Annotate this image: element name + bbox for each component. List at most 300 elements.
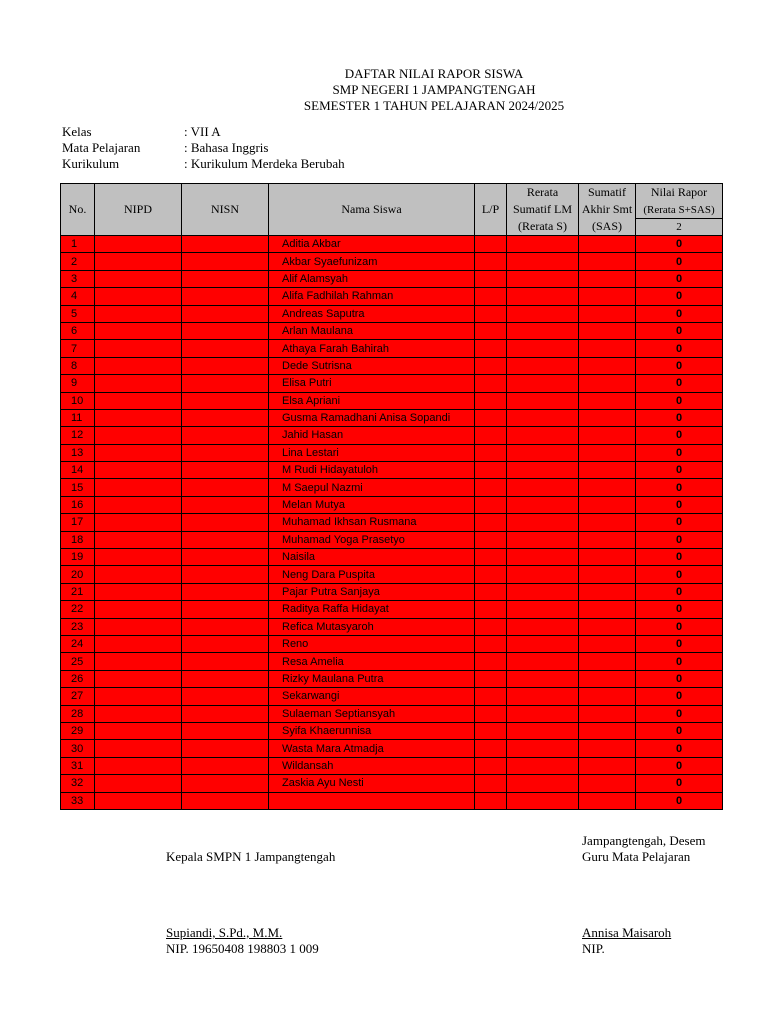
kelas-label: Kelas — [62, 124, 92, 139]
cell-rerata — [507, 479, 579, 496]
table-row — [61, 514, 723, 531]
cell-rerata — [507, 688, 579, 705]
guru-title: Guru Mata Pelajaran — [582, 849, 691, 864]
table-row — [61, 305, 723, 322]
cell-lp — [475, 236, 507, 253]
cell-sas — [579, 601, 636, 618]
cell-nilai-rapor: 0 — [636, 253, 723, 270]
table-row — [61, 618, 723, 635]
cell-nipd — [95, 322, 182, 339]
info-row-kurikulum — [62, 156, 345, 172]
cell-lp — [475, 601, 507, 618]
cell-nipd — [95, 375, 182, 392]
cell-nipd — [95, 444, 182, 461]
cell-nipd — [95, 635, 182, 652]
header-lp: L/P — [475, 184, 507, 236]
cell-rerata — [507, 253, 579, 270]
cell-rerata — [507, 549, 579, 566]
cell-nipd — [95, 792, 182, 809]
table-row — [61, 549, 723, 566]
cell-nama: Aditia Akbar — [269, 236, 475, 253]
kelas-value: : VII A — [184, 124, 221, 139]
cell-sas — [579, 653, 636, 670]
cell-lp — [475, 375, 507, 392]
cell-nisn — [182, 375, 269, 392]
cell-nipd — [95, 775, 182, 792]
header-sas-line1: Sumatif — [588, 185, 626, 199]
cell-lp — [475, 583, 507, 600]
cell-nama: Melan Mutya — [269, 496, 475, 513]
header-rapor: Nilai Rapor — [636, 184, 723, 202]
cell-rerata — [507, 375, 579, 392]
cell-nipd — [95, 253, 182, 270]
cell-nipd — [95, 757, 182, 774]
cell-no: 26 — [61, 670, 95, 687]
cell-nama: Muhamad Yoga Prasetyo — [269, 531, 475, 548]
title-line-3: SEMESTER 1 TAHUN PELAJARAN 2024/2025 — [303, 98, 565, 113]
cell-sas — [579, 392, 636, 409]
cell-lp — [475, 635, 507, 652]
cell-nisn — [182, 236, 269, 253]
cell-nisn — [182, 722, 269, 739]
cell-nama: Sekarwangi — [269, 688, 475, 705]
cell-sas — [579, 444, 636, 461]
cell-no: 5 — [61, 305, 95, 322]
cell-lp — [475, 670, 507, 687]
cell-rerata — [507, 566, 579, 583]
cell-rerata — [507, 305, 579, 322]
cell-lp — [475, 688, 507, 705]
cell-sas — [579, 288, 636, 305]
cell-nilai-rapor: 0 — [636, 270, 723, 287]
cell-nama: Arlan Maulana — [269, 322, 475, 339]
cell-nama: Neng Dara Puspita — [269, 566, 475, 583]
table-row — [61, 375, 723, 392]
cell-no: 14 — [61, 462, 95, 479]
cell-nipd — [95, 531, 182, 548]
cell-nisn — [182, 340, 269, 357]
cell-lp — [475, 653, 507, 670]
cell-rerata — [507, 775, 579, 792]
cell-nipd — [95, 688, 182, 705]
cell-nilai-rapor: 0 — [636, 375, 723, 392]
cell-sas — [579, 566, 636, 583]
table-row — [61, 409, 723, 426]
cell-no: 15 — [61, 479, 95, 496]
cell-sas — [579, 427, 636, 444]
header-rerata-line1: Rerata — [526, 185, 559, 199]
cell-nilai-rapor: 0 — [636, 583, 723, 600]
table-row — [61, 688, 723, 705]
table-row — [61, 357, 723, 374]
cell-nama: M Saepul Nazmi — [269, 479, 475, 496]
cell-nipd — [95, 514, 182, 531]
cell-nilai-rapor: 0 — [636, 688, 723, 705]
cell-nisn — [182, 531, 269, 548]
cell-nisn — [182, 549, 269, 566]
cell-rerata — [507, 322, 579, 339]
cell-nilai-rapor: 0 — [636, 705, 723, 722]
header-nipd: NIPD — [95, 184, 182, 236]
cell-nipd — [95, 305, 182, 322]
cell-lp — [475, 549, 507, 566]
cell-lp — [475, 462, 507, 479]
cell-sas — [579, 409, 636, 426]
table-row — [61, 566, 723, 583]
guru-nip: NIP. — [582, 941, 605, 956]
cell-lp — [475, 775, 507, 792]
cell-nipd — [95, 618, 182, 635]
cell-nisn — [182, 427, 269, 444]
cell-no: 4 — [61, 288, 95, 305]
cell-rerata — [507, 462, 579, 479]
cell-nilai-rapor: 0 — [636, 392, 723, 409]
table-row — [61, 583, 723, 600]
cell-nipd — [95, 653, 182, 670]
cell-nipd — [95, 705, 182, 722]
cell-no: 21 — [61, 583, 95, 600]
cell-nisn — [182, 288, 269, 305]
cell-no: 18 — [61, 531, 95, 548]
header-sas-line2: Akhir Smt — [581, 202, 633, 216]
table-row — [61, 531, 723, 548]
cell-rerata — [507, 236, 579, 253]
mapel-value: : Bahasa Inggris — [184, 140, 269, 155]
cell-nisn — [182, 270, 269, 287]
cell-rerata — [507, 670, 579, 687]
cell-nipd — [95, 583, 182, 600]
cell-lp — [475, 722, 507, 739]
cell-lp — [475, 705, 507, 722]
cell-no: 19 — [61, 549, 95, 566]
cell-rerata — [507, 653, 579, 670]
cell-nisn — [182, 740, 269, 757]
cell-nama: Andreas Saputra — [269, 305, 475, 322]
cell-sas — [579, 670, 636, 687]
cell-no: 8 — [61, 357, 95, 374]
cell-nisn — [182, 479, 269, 496]
header-nisn: NISN — [182, 184, 269, 236]
cell-nipd — [95, 462, 182, 479]
table-row — [61, 392, 723, 409]
cell-nilai-rapor: 0 — [636, 740, 723, 757]
header-rerata-line2: Sumatif LM — [513, 202, 572, 216]
cell-rerata — [507, 792, 579, 809]
cell-sas — [579, 322, 636, 339]
cell-lp — [475, 340, 507, 357]
cell-nipd — [95, 409, 182, 426]
cell-nipd — [95, 357, 182, 374]
cell-nisn — [182, 496, 269, 513]
cell-lp — [475, 427, 507, 444]
cell-rerata — [507, 357, 579, 374]
cell-nama: Resa Amelia — [269, 653, 475, 670]
cell-nisn — [182, 601, 269, 618]
cell-no: 2 — [61, 253, 95, 270]
table-row — [61, 427, 723, 444]
cell-rerata — [507, 409, 579, 426]
cell-lp — [475, 496, 507, 513]
cell-nisn — [182, 583, 269, 600]
table-row — [61, 236, 723, 253]
cell-nipd — [95, 270, 182, 287]
cell-no: 9 — [61, 375, 95, 392]
cell-sas — [579, 583, 636, 600]
cell-lp — [475, 409, 507, 426]
kepala-nip: NIP. 19650408 198803 1 009 — [166, 941, 319, 956]
cell-no: 30 — [61, 740, 95, 757]
info-block — [62, 124, 345, 172]
cell-nama: Raditya Raffa Hidayat — [269, 601, 475, 618]
cell-nilai-rapor: 0 — [636, 549, 723, 566]
cell-sas — [579, 705, 636, 722]
cell-sas — [579, 340, 636, 357]
cell-nama: Reno — [269, 635, 475, 652]
info-row-mapel — [62, 140, 345, 156]
cell-no: 17 — [61, 514, 95, 531]
cell-nilai-rapor: 0 — [636, 288, 723, 305]
cell-nama: Wasta Mara Atmadja — [269, 740, 475, 757]
cell-nilai-rapor: 0 — [636, 514, 723, 531]
mapel-label: Mata Pelajaran — [62, 140, 141, 155]
cell-nilai-rapor: 0 — [636, 792, 723, 809]
header-rerata — [507, 184, 579, 236]
cell-nisn — [182, 514, 269, 531]
cell-nipd — [95, 601, 182, 618]
cell-nilai-rapor: 0 — [636, 427, 723, 444]
cell-nilai-rapor: 0 — [636, 322, 723, 339]
cell-nilai-rapor: 0 — [636, 670, 723, 687]
cell-lp — [475, 392, 507, 409]
cell-nipd — [95, 340, 182, 357]
cell-nipd — [95, 392, 182, 409]
cell-no: 1 — [61, 236, 95, 253]
cell-nama: Pajar Putra Sanjaya — [269, 583, 475, 600]
table-row — [61, 479, 723, 496]
cell-nama: Sulaeman Septiansyah — [269, 705, 475, 722]
cell-rerata — [507, 635, 579, 652]
cell-lp — [475, 253, 507, 270]
cell-rerata — [507, 722, 579, 739]
cell-nipd — [95, 427, 182, 444]
cell-rerata — [507, 601, 579, 618]
cell-rerata — [507, 583, 579, 600]
table-row — [61, 635, 723, 652]
cell-nisn — [182, 322, 269, 339]
cell-sas — [579, 740, 636, 757]
cell-sas — [579, 305, 636, 322]
cell-no: 12 — [61, 427, 95, 444]
cell-nisn — [182, 305, 269, 322]
cell-lp — [475, 444, 507, 461]
place-date: Jampangtengah, Desem — [582, 833, 706, 848]
cell-nisn — [182, 462, 269, 479]
cell-no: 3 — [61, 270, 95, 287]
cell-lp — [475, 357, 507, 374]
cell-no: 16 — [61, 496, 95, 513]
cell-no: 25 — [61, 653, 95, 670]
cell-nipd — [95, 740, 182, 757]
cell-sas — [579, 375, 636, 392]
kepala-name: Supiandi, S.Pd., M.M. — [166, 925, 283, 940]
cell-sas — [579, 270, 636, 287]
cell-nilai-rapor: 0 — [636, 531, 723, 548]
cell-lp — [475, 288, 507, 305]
cell-rerata — [507, 531, 579, 548]
cell-no: 31 — [61, 757, 95, 774]
cell-sas — [579, 236, 636, 253]
cell-sas — [579, 479, 636, 496]
cell-rerata — [507, 514, 579, 531]
cell-lp — [475, 322, 507, 339]
cell-lp — [475, 740, 507, 757]
cell-lp — [475, 792, 507, 809]
cell-nilai-rapor: 0 — [636, 496, 723, 513]
cell-no: 20 — [61, 566, 95, 583]
cell-nama: Dede Sutrisna — [269, 357, 475, 374]
table-row — [61, 705, 723, 722]
cell-nilai-rapor: 0 — [636, 409, 723, 426]
header-no: No. — [61, 184, 95, 236]
cell-nama: Akbar Syaefunizam — [269, 253, 475, 270]
header-rapor-count: 2 — [636, 219, 723, 236]
cell-lp — [475, 618, 507, 635]
cell-nilai-rapor: 0 — [636, 236, 723, 253]
table-row — [61, 601, 723, 618]
cell-nama: Jahid Hasan — [269, 427, 475, 444]
cell-nama: Naisila — [269, 549, 475, 566]
table-row — [61, 670, 723, 687]
cell-nama: Elisa Putri — [269, 375, 475, 392]
cell-rerata — [507, 340, 579, 357]
cell-nama: Athaya Farah Bahirah — [269, 340, 475, 357]
cell-rerata — [507, 288, 579, 305]
cell-no: 28 — [61, 705, 95, 722]
cell-lp — [475, 757, 507, 774]
cell-no: 11 — [61, 409, 95, 426]
cell-nisn — [182, 670, 269, 687]
cell-nilai-rapor: 0 — [636, 601, 723, 618]
cell-nisn — [182, 357, 269, 374]
cell-sas — [579, 757, 636, 774]
cell-sas — [579, 618, 636, 635]
cell-nilai-rapor: 0 — [636, 653, 723, 670]
cell-rerata — [507, 496, 579, 513]
cell-nisn — [182, 757, 269, 774]
cell-nilai-rapor: 0 — [636, 444, 723, 461]
cell-nilai-rapor: 0 — [636, 757, 723, 774]
table-row — [61, 653, 723, 670]
cell-no: 32 — [61, 775, 95, 792]
cell-rerata — [507, 705, 579, 722]
cell-nisn — [182, 444, 269, 461]
cell-nama: Zaskia Ayu Nesti — [269, 775, 475, 792]
cell-nisn — [182, 635, 269, 652]
cell-no: 27 — [61, 688, 95, 705]
cell-nilai-rapor: 0 — [636, 357, 723, 374]
table-row — [61, 444, 723, 461]
cell-nilai-rapor: 0 — [636, 775, 723, 792]
cell-nama: Elsa Apriani — [269, 392, 475, 409]
info-row-kelas — [62, 124, 345, 140]
table-row — [61, 722, 723, 739]
cell-no: 29 — [61, 722, 95, 739]
cell-nilai-rapor: 0 — [636, 618, 723, 635]
table-row — [61, 340, 723, 357]
kurikulum-label: Kurikulum — [62, 156, 120, 171]
cell-sas — [579, 496, 636, 513]
cell-no: 23 — [61, 618, 95, 635]
cell-lp — [475, 479, 507, 496]
cell-sas — [579, 357, 636, 374]
kurikulum-value: : Kurikulum Merdeka Berubah — [184, 156, 345, 171]
table-row — [61, 792, 723, 809]
cell-nisn — [182, 705, 269, 722]
cell-rerata — [507, 270, 579, 287]
cell-nilai-rapor: 0 — [636, 305, 723, 322]
header-rapor-sub: (Rerata S+SAS) — [636, 202, 723, 219]
cell-nilai-rapor: 0 — [636, 566, 723, 583]
header-nama: Nama Siswa — [269, 184, 475, 236]
cell-sas — [579, 253, 636, 270]
cell-sas — [579, 688, 636, 705]
cell-nisn — [182, 775, 269, 792]
cell-nisn — [182, 409, 269, 426]
cell-no: 13 — [61, 444, 95, 461]
cell-rerata — [507, 618, 579, 635]
cell-nama: M Rudi Hidayatuloh — [269, 462, 475, 479]
table-row — [61, 496, 723, 513]
cell-nipd — [95, 549, 182, 566]
table-row — [61, 757, 723, 774]
cell-sas — [579, 531, 636, 548]
cell-nama: Gusma Ramadhani Anisa Sopandi — [269, 409, 475, 426]
cell-no: 22 — [61, 601, 95, 618]
cell-nama: Alifa Fadhilah Rahman — [269, 288, 475, 305]
kepala-title: Kepala SMPN 1 Jampangtengah — [166, 849, 336, 864]
cell-no: 24 — [61, 635, 95, 652]
cell-sas — [579, 775, 636, 792]
cell-nipd — [95, 288, 182, 305]
cell-nilai-rapor: 0 — [636, 722, 723, 739]
cell-sas — [579, 514, 636, 531]
cell-lp — [475, 566, 507, 583]
cell-nisn — [182, 566, 269, 583]
cell-nisn — [182, 688, 269, 705]
cell-nama: Muhamad Ikhsan Rusmana — [269, 514, 475, 531]
table-row — [61, 740, 723, 757]
cell-nisn — [182, 392, 269, 409]
cell-no: 7 — [61, 340, 95, 357]
cell-lp — [475, 305, 507, 322]
cell-nipd — [95, 670, 182, 687]
header-rerata-line3: (Rerata S) — [518, 219, 567, 233]
cell-nilai-rapor: 0 — [636, 635, 723, 652]
table-row — [61, 288, 723, 305]
table-row — [61, 775, 723, 792]
cell-nipd — [95, 566, 182, 583]
cell-nama: Lina Lestari — [269, 444, 475, 461]
cell-nama: Syifa Khaerunnisa — [269, 722, 475, 739]
table-row — [61, 322, 723, 339]
cell-rerata — [507, 740, 579, 757]
cell-rerata — [507, 427, 579, 444]
title-line-2: SMP NEGERI 1 JAMPANGTENGAH — [332, 82, 536, 97]
title-line-1: DAFTAR NILAI RAPOR SISWA — [344, 66, 524, 81]
cell-nisn — [182, 792, 269, 809]
header-sas — [579, 184, 636, 236]
table-row — [61, 270, 723, 287]
